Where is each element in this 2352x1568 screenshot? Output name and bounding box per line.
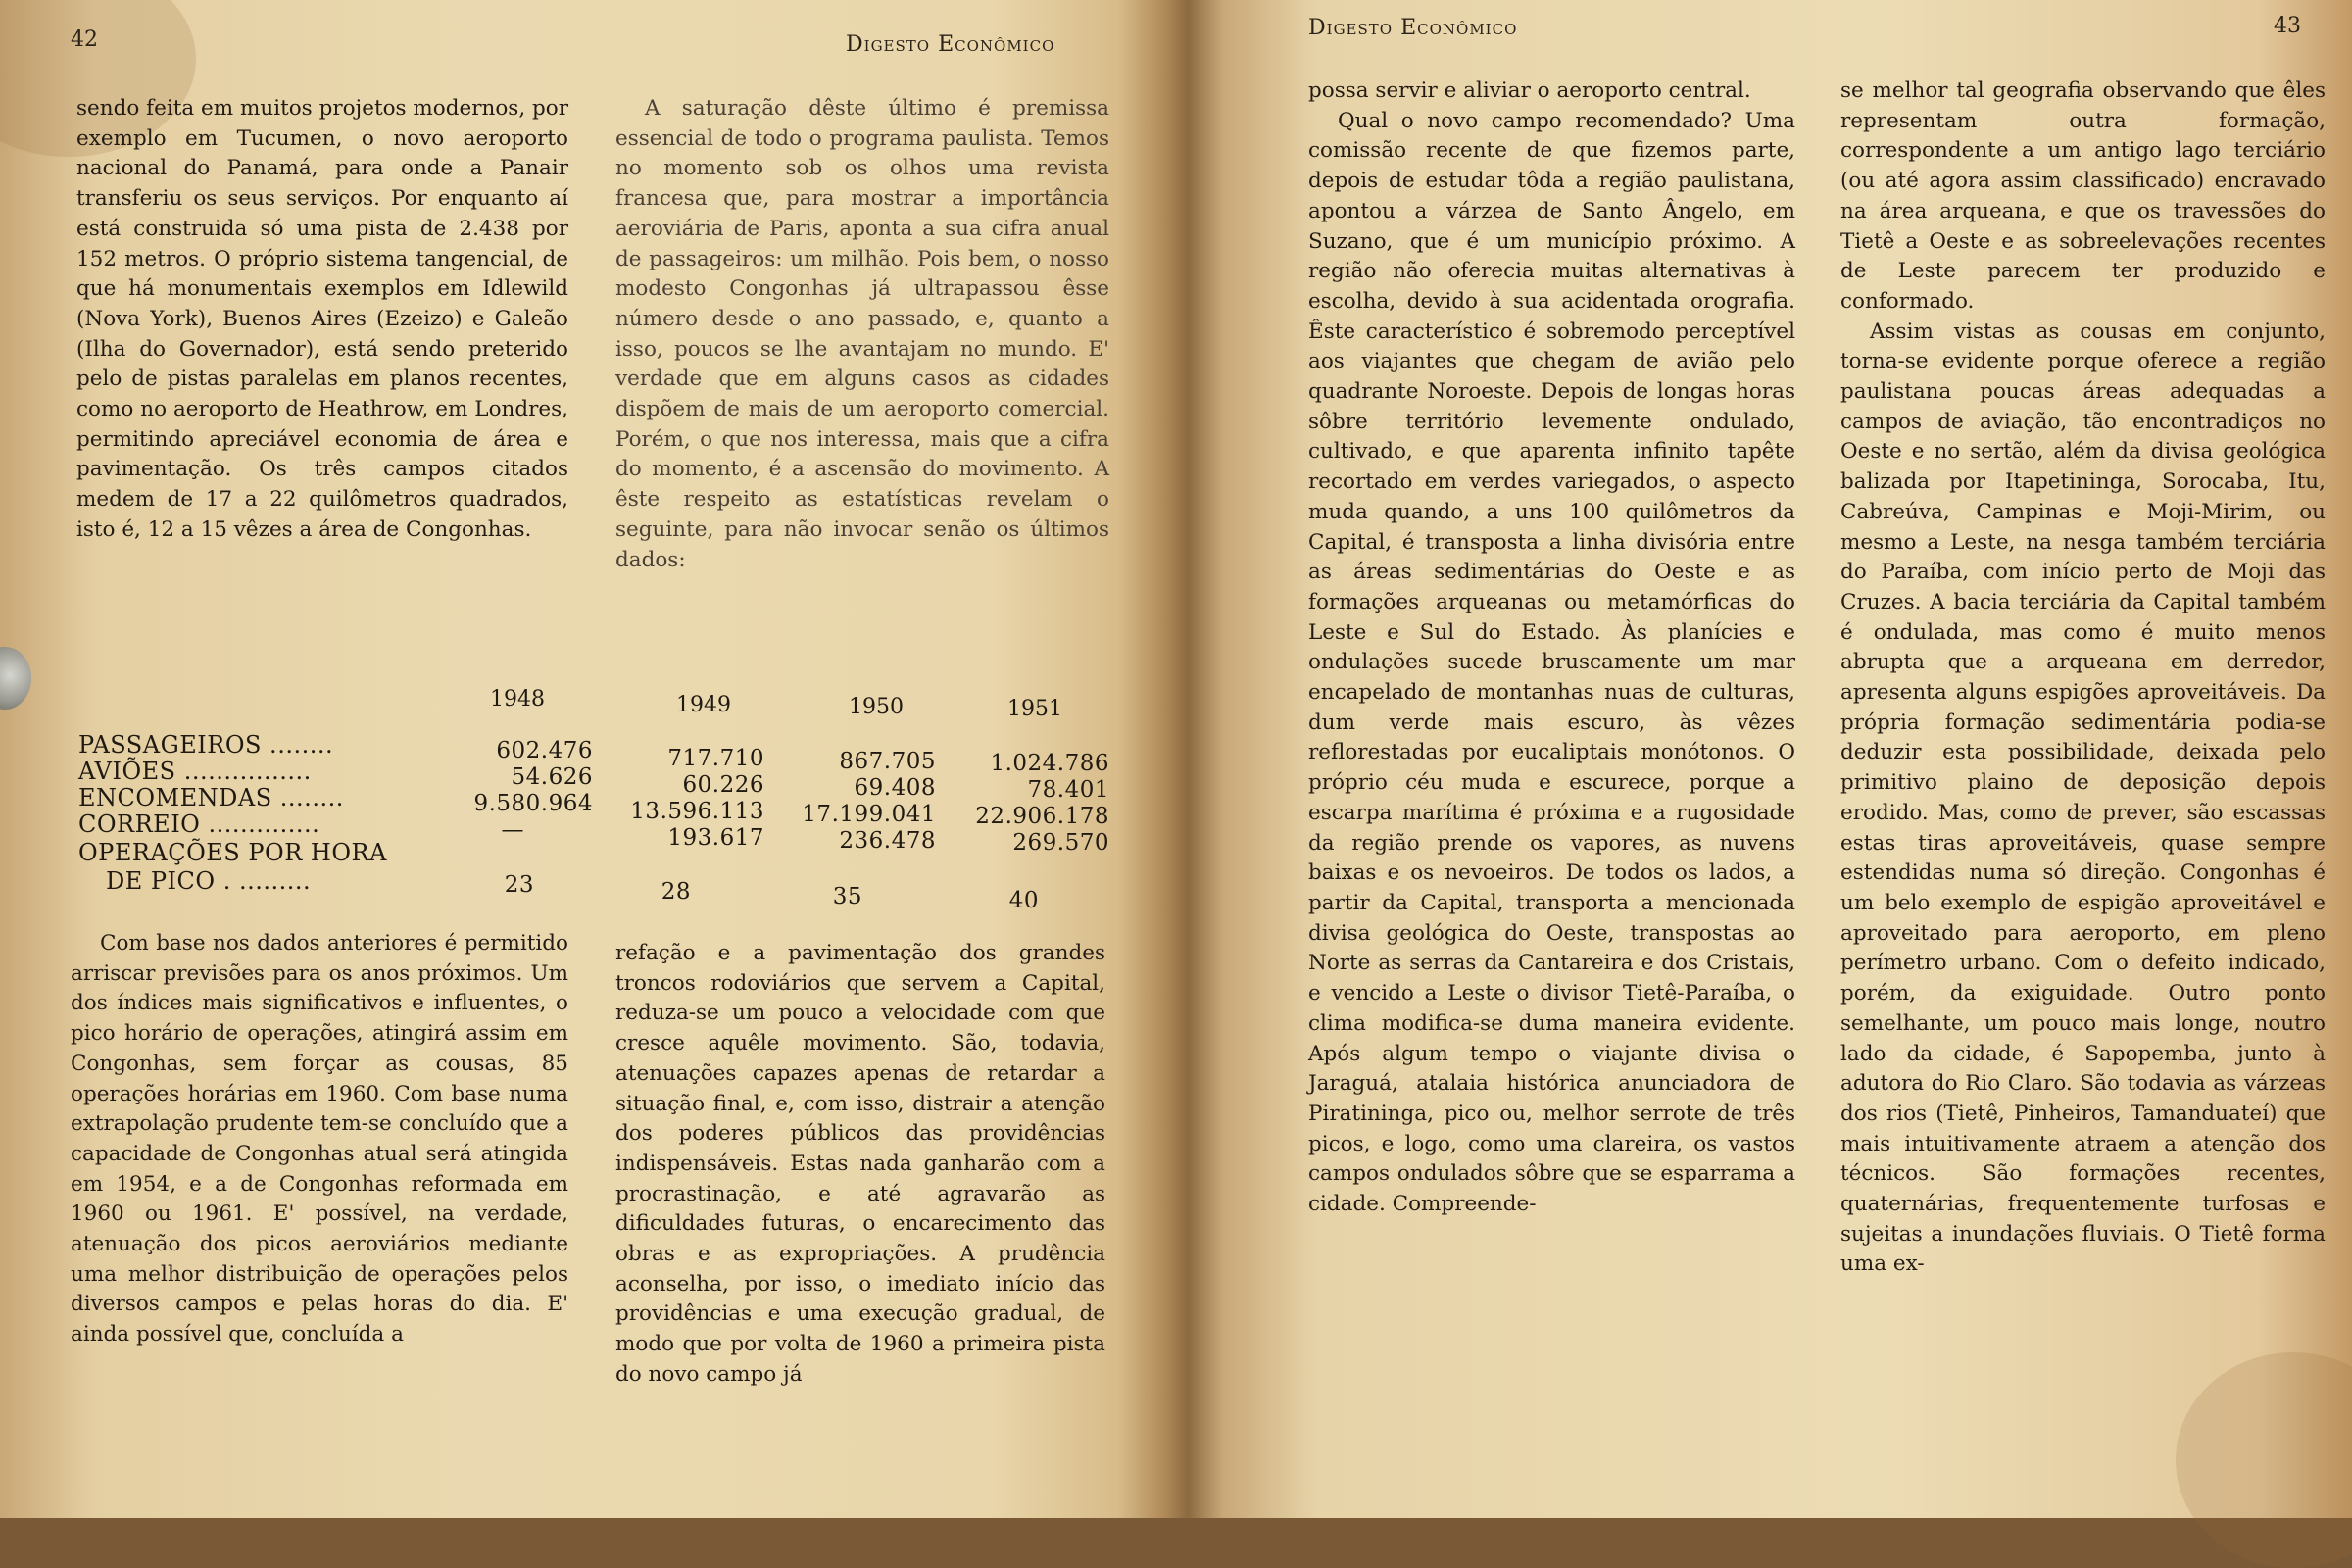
row-label: DE PICO . ......... bbox=[106, 867, 312, 895]
table-cell: 23 bbox=[504, 872, 534, 898]
row-label: OPERAÇÕES POR HORA bbox=[78, 839, 387, 866]
table-cell: 69.408 bbox=[854, 775, 936, 801]
paragraph: A saturação dêste último é premissa essencial de todo o programa paulista. Temos no momento sob os olhos uma revista francesa que, para mostrar a importância aeroviária de Paris, aponta a sua cifra anual de passageiros: um milhão. Pois bem, o nosso modesto Congonhas já ultrapassou êsse número desde o ano passado, e, quanto a isso, poucos se lhe avantajam no mundo. E' verdade que em alguns casos as cidades dispõem de mais de um aeroporto comercial. Porém, o que nos interessa, mais que a cifra do momento, é a ascensão do movimento. A êste respeito as estatísticas revelam o seguinte, para não invocar senão os últimos dados: bbox=[615, 96, 1109, 572]
table-cell: 193.617 bbox=[667, 825, 764, 851]
table-cell: — bbox=[501, 817, 524, 843]
row-label: AVIÕES ................ bbox=[78, 758, 312, 785]
paragraph: Qual o novo campo recomendado? Uma comissão recente de que fizemos parte, depois de estudar tôda a região paulistana, apontou a várzea de Santo Ângelo, em Suzano, que é um município próximo. A região não oferecia muitas alternativas à escolha, devido à sua acidentada orografia. Êste característico é sobremodo perceptível aos viajantes que chegam de avião pelo quadrante Noroeste. Depois de longas horas sôbre território levemente ondulado, cultivado, e que aparenta infinito tapête recortado em verdes variegados, o aspecto muda quando, a uns 100 quilômetros da Capital, é transposta a linha divisória entre as áreas sedimentárias do Oeste e as formações arqueanas ou metamórficas do Leste e Sul do Estado. Às planícies e ondulações sucede bruscamente um mar encapelado de montanhas nuas de culturas, dum verde mais escuro, às vêzes reflorestadas por eucaliptais monótonos. O próprio céu muda e escurece, porque a escarpa marítima é próxima e a rugosidade da região prende os vapores, as nuvens baixas e os nevoeiros. De todos os lados, a partir da Capital, transporta a mencionada divisa geológica do Oeste, transpostas ao Norte as serras da Cantareira e dos Cristais, e vencido a Leste o divisor Tietê-Paraíba, o clima modifica-se duma maneira evidente. Após algum tempo o viajante divisa o Jaraguá, atalaia histórica anunciadora de Piratininga, pico ou, melhor serrote de três picos, e logo, como uma clareira, os vastos campos ondulados sôbre que se esparrama a cidade. Compreende- bbox=[1308, 108, 1795, 1217]
table-cell: 717.710 bbox=[667, 746, 764, 771]
year-header: 1951 bbox=[1007, 697, 1062, 721]
row-label: ENCOMENDAS ........ bbox=[78, 784, 344, 811]
running-head: Digesto Econômico bbox=[1308, 16, 1518, 40]
table-cell: 28 bbox=[661, 879, 691, 905]
table-cell: 602.476 bbox=[496, 738, 593, 763]
table-cell: 54.626 bbox=[511, 764, 593, 790]
right-page bbox=[1210, 0, 2352, 1518]
table-cell: 867.705 bbox=[839, 749, 936, 774]
table-cell: 17.199.041 bbox=[802, 802, 936, 827]
page-number: 42 bbox=[71, 27, 98, 52]
table-cell: 60.226 bbox=[682, 772, 764, 798]
table-cell: 35 bbox=[832, 884, 862, 909]
table-cell: 9.580.964 bbox=[473, 791, 593, 816]
row-label: CORREIO .............. bbox=[78, 810, 320, 838]
table-cell: 13.596.113 bbox=[630, 799, 764, 824]
table-cell: 40 bbox=[1008, 888, 1039, 913]
paragraph: possa servir e aliviar o aeroporto central. bbox=[1308, 78, 1751, 103]
right-page-column-2 bbox=[1840, 76, 2326, 1280]
year-header: 1950 bbox=[849, 695, 904, 719]
running-head: Digesto Econômico bbox=[846, 32, 1055, 57]
table-cell: 1.024.786 bbox=[990, 751, 1109, 776]
table-cell: 22.906.178 bbox=[975, 804, 1109, 829]
paragraph: se melhor tal geografia observando que êles representam outra formação, correspondente a um antigo lago terciário (ou até agora assim classificado) encravado na área arqueana, e que os travessões do Tietê a Oeste e as sobreelevações recentes de Leste parecem ter produzido e conformado. bbox=[1840, 78, 2326, 314]
table-cell: 236.478 bbox=[839, 828, 936, 854]
paragraph: refação e a pavimentação dos grandes troncos rodoviários que servem a Capital, reduza-se um pouco a velocidade com que cresce aquêle movimento. São, todavia, atenuações capazes apenas de retardar a situação final, e, com isso, distrair a atenção dos poderes públicos das providências indispensáveis. Estas nada ganharão com a procrastinação, e até agravarão as dificuldades futuras, o encarecimento das obras e as expropriações. A prudência aconselha, por isso, o imediato início das providências e uma execução gradual, de modo que por volta de 1960 a primeira pista do novo campo já bbox=[615, 941, 1105, 1387]
row-label: PASSAGEIROS ........ bbox=[78, 731, 334, 759]
left-column-bottom bbox=[71, 929, 568, 1350]
year-header: 1949 bbox=[676, 693, 731, 717]
paragraph: Com base nos dados anteriores é permitido arriscar previsões para os anos próximos. Um dos índices mais significativos e influentes, o pico horário de operações, atingirá assim em Congonhas, sem forçar as cousas, 85 operações horárias em 1960. Com base numa extrapolação prudente tem-se concluído que a capacidade de Congonhas atual será atingida em 1954, e a de Congonhas reformada em 1960 ou 1961. E' possível, na verdade, atenuação dos picos aeroviários mediante uma melhor distribuição de operações pelos diversos campos e pelas horas do dia. E' ainda possível que, concluída a bbox=[71, 931, 568, 1348]
table-cell: 269.570 bbox=[1012, 830, 1109, 856]
page-number: 43 bbox=[2274, 14, 2301, 38]
year-header: 1948 bbox=[490, 687, 545, 711]
paragraph: sendo feita em muitos projetos modernos, por exemplo em Tucumen, o novo aeroporto nacional do Panamá, para onde a Panair transferiu os seus serviços. Por enquanto aí está construida só uma pista de 2.438 por 152 metros. O próprio sistema tangencial, de que há monumentais exemplos em Idlewild (Nova York), Buenos Aires (Ezeizo) e Galeão (Ilha do Governador), está sendo preterido pelo de pistas paralelas em planos recentes, como no aeroporto de Heathrow, em Londres, permitindo apreciável economia de área e pavimentação. Os três campos citados medem de 17 a 22 quilômetros quadrados, isto é, 12 a 15 vêzes a área de Congonhas. bbox=[76, 96, 568, 542]
right-column-bottom bbox=[615, 939, 1105, 1391]
paragraph: Assim vistas as cousas em conjunto, torna-se evidente porque oferece a região paulistana poucas áreas adequadas a campos de aviação, tão encontradiços no Oeste e no sertão, além da divisa geológica balizada por Itapetininga, Sorocaba, Itu, Cabreúva, Campinas e Moji-Mirim, ou mesmo a Leste, na nesga também terciária do Paraíba, com início perto de Moji das Cruzes. A bacia terciária da Capital também é ondulada, mas como é muito menos abrupta que a arqueana em derredor, apresenta alguns espigões aproveitáveis. Da própria formação sedimentária podia-se deduzir esta possibilidade, deixada pelo primitivo plaino de deposição depois erodido. Mas, como de prever, são escassas estas tiras aproveitáveis, quase sempre estendidas numa só direção. Congonhas é um belo exemplo de espigão aproveitável e aproveitado para aeroporto, em pleno perímetro urbano. Com o defeito indicado, porém, da exiguidade. Outro ponto semelhante, um pouco mais longe, noutro lado da cidade, é Sapopemba, junto à adutora do Rio Claro. São todavia as várzeas dos rios (Tietê, Pinheiros, Tamanduateí) que mais intuitivamente atraem a atenção dos técnicos. São formações recentes, quaternárias, frequentemente turfosas e sujeitas a inundações fluviais. O Tietê forma uma ex- bbox=[1840, 318, 2326, 1277]
table-cell: 78.401 bbox=[1027, 777, 1109, 803]
right-page-column-1 bbox=[1308, 76, 1795, 1220]
left-page bbox=[0, 0, 1171, 1518]
